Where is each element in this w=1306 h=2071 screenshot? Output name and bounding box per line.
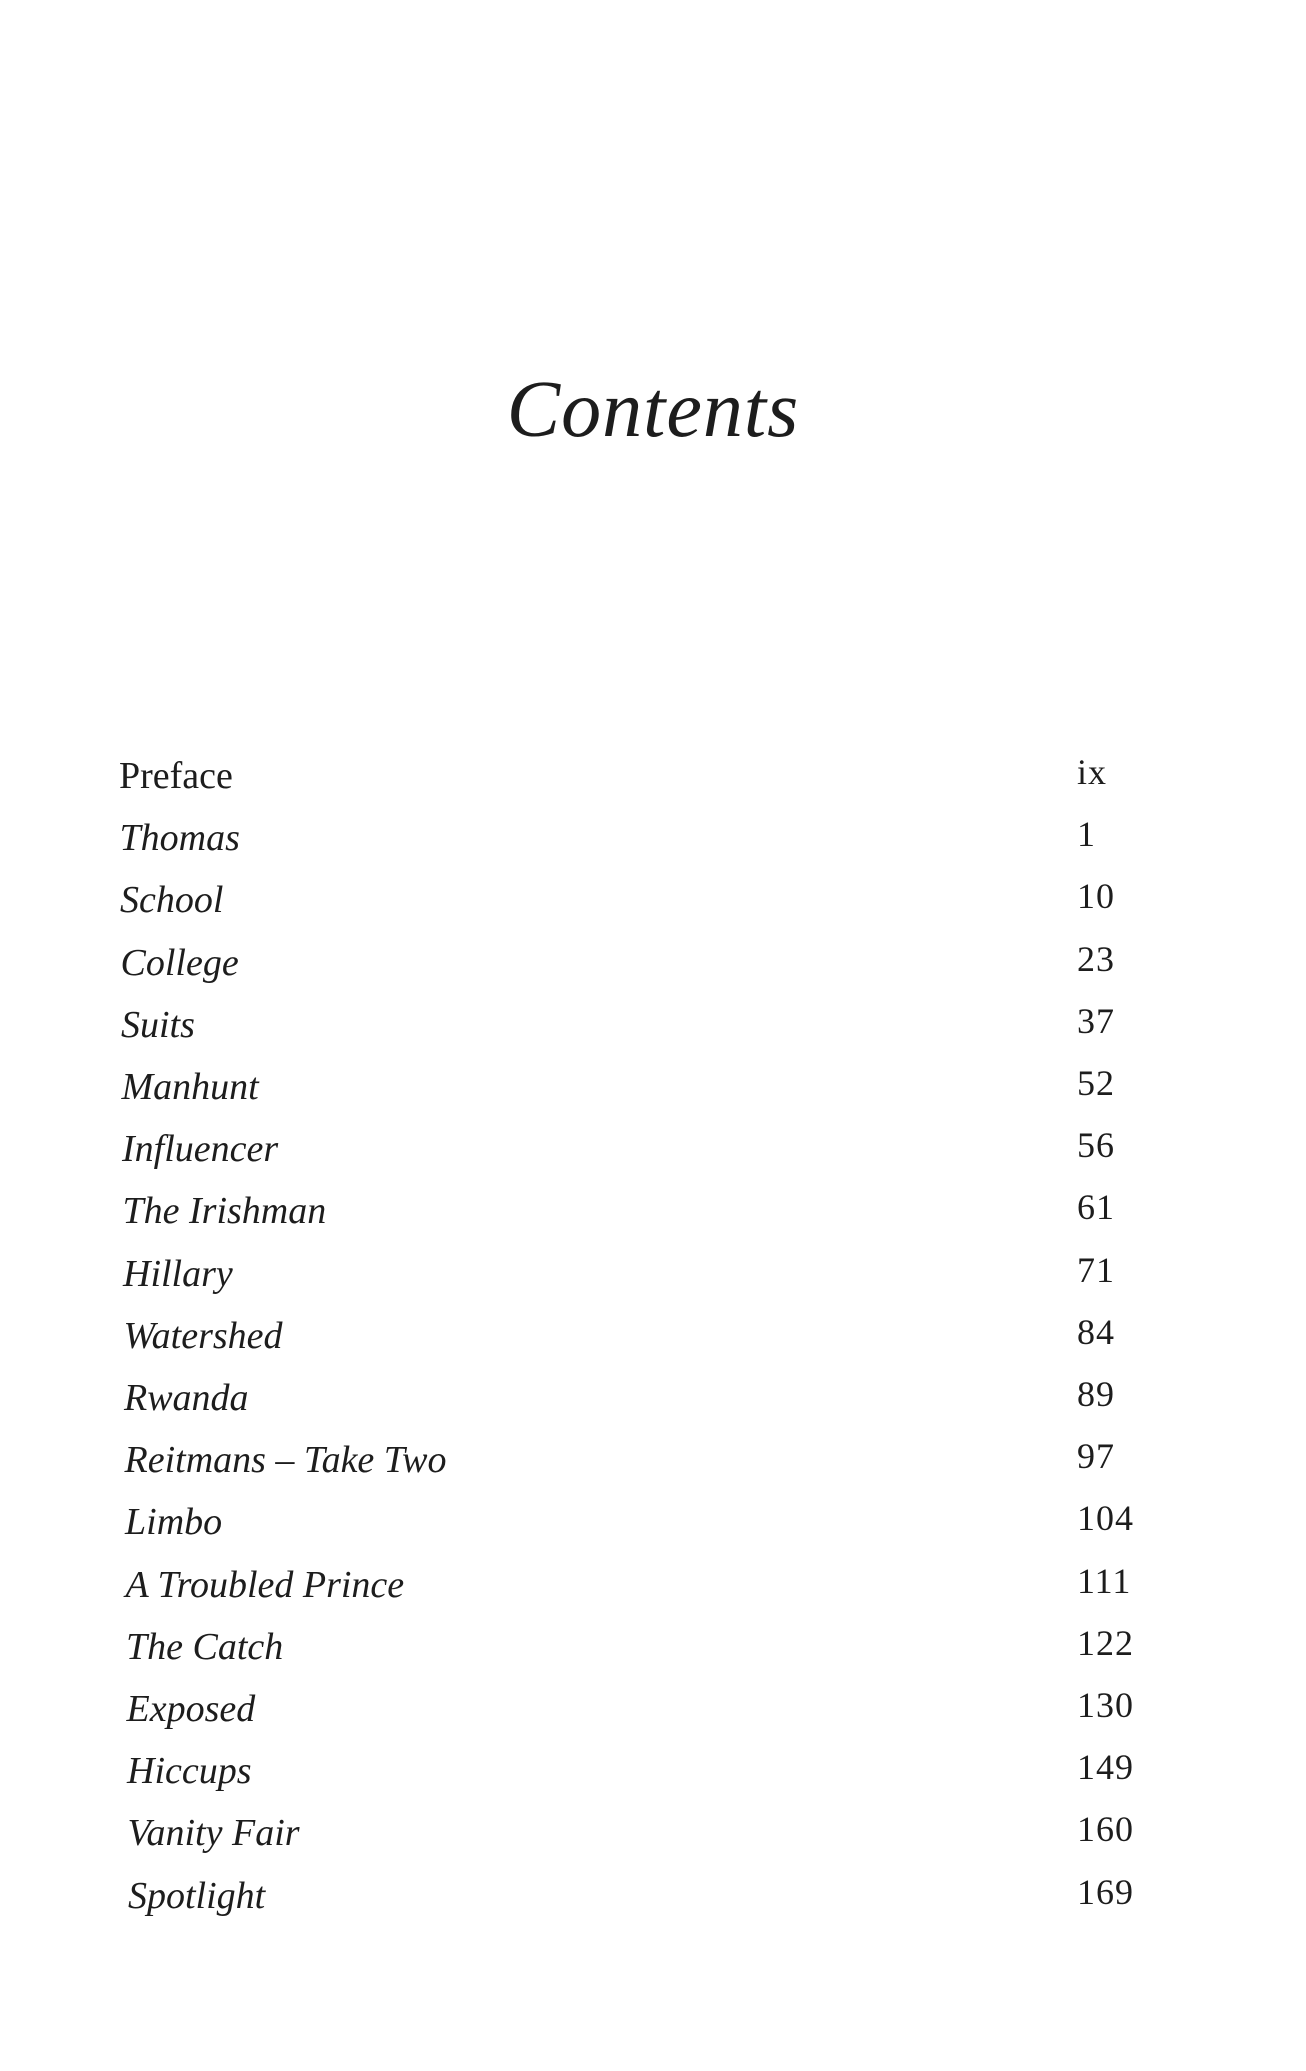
toc-entry-page-number: 160 (1077, 1809, 1134, 1850)
toc-entry-title: Thomas (119, 817, 240, 860)
toc-entry (0, 1436, 1306, 1498)
toc-entry-page-number: 111 (1077, 1560, 1132, 1601)
toc-entry-page-number: 149 (1077, 1747, 1134, 1788)
toc-entry-page-number: 23 (1077, 938, 1115, 979)
toc-entry-page-number: 84 (1077, 1311, 1115, 1352)
toc-entry-title: The Irishman (122, 1190, 327, 1233)
toc-entry-title: Suits (121, 1003, 195, 1046)
toc-entry (0, 1685, 1306, 1747)
toc-entry-page-number: 37 (1077, 1000, 1115, 1041)
toc-entry (0, 1809, 1306, 1871)
toc-entry (0, 1063, 1306, 1125)
toc-entry (0, 1623, 1306, 1685)
toc-entry-title: Vanity Fair (127, 1812, 300, 1855)
toc-entry-title: Preface (119, 755, 233, 797)
toc-entry (0, 1001, 1306, 1063)
toc-entry (0, 1561, 1306, 1623)
toc-entry (0, 1747, 1306, 1809)
toc-entry (0, 876, 1306, 938)
toc-entry (0, 1498, 1306, 1560)
toc-entry (0, 752, 1306, 814)
toc-entry (0, 1187, 1306, 1249)
toc-entry-title: Hiccups (127, 1750, 252, 1793)
toc-entry (0, 1312, 1306, 1374)
toc-entry-page-number: 89 (1077, 1374, 1115, 1414)
toc-entry-page-number: 10 (1077, 876, 1115, 917)
toc-entry-title: Rwanda (124, 1377, 249, 1419)
toc-entry (0, 939, 1306, 1001)
toc-entry-title: Spotlight (128, 1874, 266, 1917)
toc-entry-page-number: 169 (1077, 1871, 1134, 1912)
toc-entry-title: A Troubled Prince (125, 1563, 405, 1606)
toc-entry (0, 1374, 1306, 1436)
toc-entry-title: Watershed (123, 1314, 283, 1357)
toc-entry-page-number: 1 (1077, 814, 1096, 855)
toc-entry-page-number: 97 (1077, 1436, 1115, 1477)
toc-entry-title: Limbo (125, 1501, 223, 1544)
toc-entry (0, 1872, 1306, 1934)
toc-entry-page-number: ix (1077, 752, 1108, 792)
toc-entry-page-number: 61 (1077, 1187, 1115, 1228)
toc-entry-title: Manhunt (121, 1066, 259, 1108)
toc-entry-title: The Catch (126, 1625, 284, 1668)
toc-entry-title: Influencer (122, 1128, 279, 1171)
toc-entry-title: College (120, 941, 239, 984)
toc-entry-title: School (120, 879, 224, 922)
toc-entry (0, 1250, 1306, 1312)
toc-entry-page-number: 104 (1077, 1498, 1134, 1539)
toc-entry (0, 1125, 1306, 1187)
toc-entry-page-number: 122 (1077, 1622, 1134, 1663)
page-title: Contents (506, 366, 800, 454)
toc-entry-title: Hillary (123, 1252, 233, 1295)
toc-entry (0, 814, 1306, 876)
toc-entry-page-number: 56 (1077, 1125, 1115, 1166)
toc-entry-title: Reitmans – Take Two (124, 1439, 447, 1482)
toc-entry-page-number: 52 (1077, 1063, 1115, 1103)
toc-entry-page-number: 71 (1077, 1249, 1115, 1290)
toc-entry-title: Exposed (126, 1688, 256, 1730)
toc-entry-page-number: 130 (1077, 1685, 1134, 1725)
